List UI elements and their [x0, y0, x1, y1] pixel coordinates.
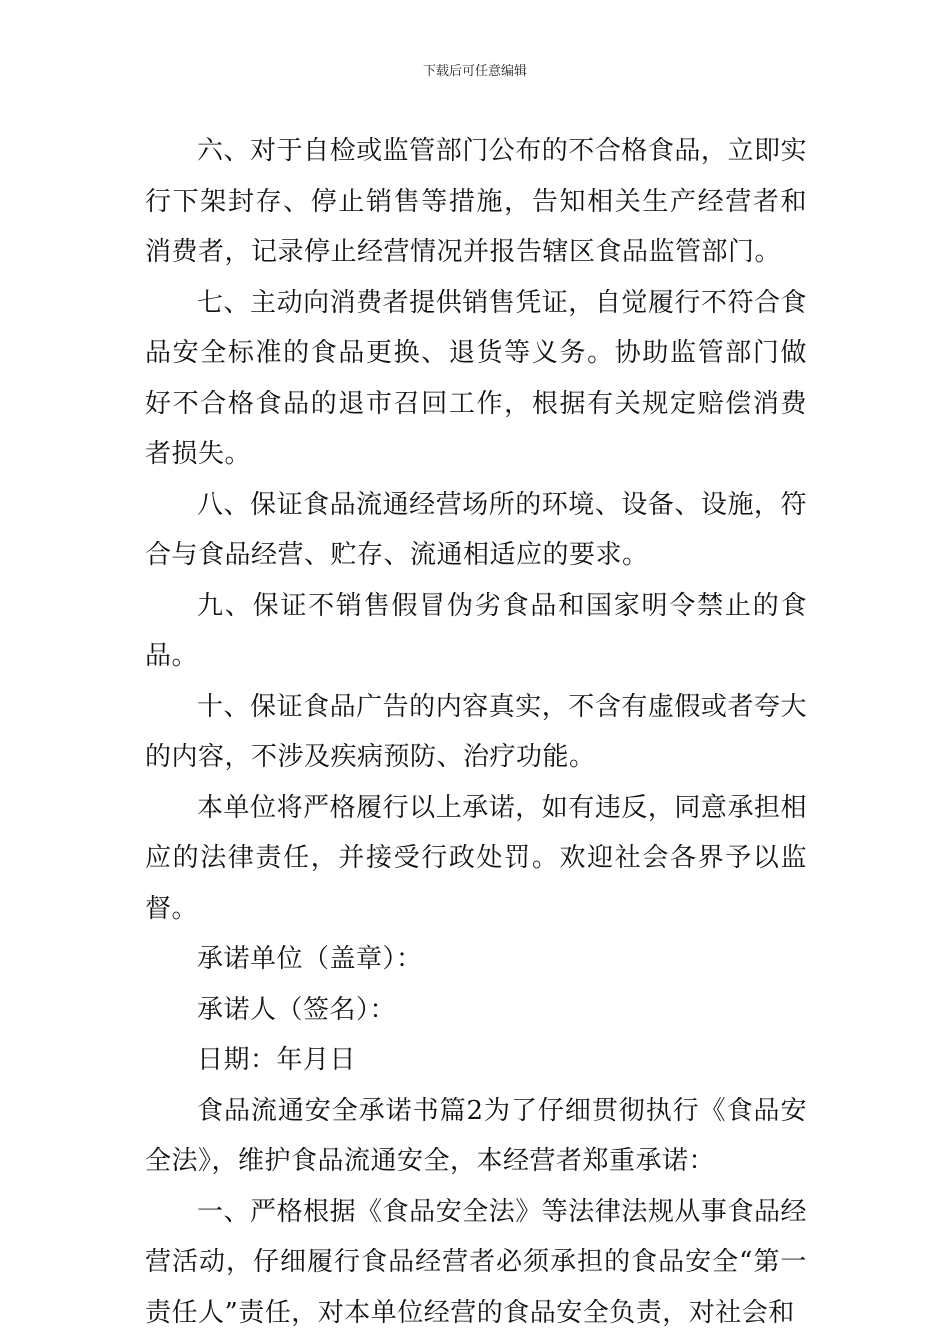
section-2-item-1: 一、严格根据《食品安全法》等法律法规从事食品经营活动，仔细履行食品经营者必须承担的食品安全“第一责任人”责任，对本单位经营的食品安全负责，对社会和	[145, 1196, 807, 1328]
paragraph-item-6: 六、对于自检或监管部门公布的不合格食品，立即实行下架封存、停止销售等措施，告知相关生产经营者和消费者，记录停止经营情况并报告辖区食品监管部门。	[145, 136, 807, 267]
commitment-statement: 本单位将严格履行以上承诺，如有违反，同意承担相应的法律责任，并接受行政处罚。欢迎社会各界予以监督。	[145, 792, 807, 924]
page-header-note: 下载后可任意编辑	[422, 64, 527, 79]
signature-person-line: 承诺人（签名）：	[197, 994, 397, 1025]
paragraph-item-9: 九、保证不销售假冒伪劣食品和国家明令禁止的食品。	[145, 590, 807, 671]
signature-unit-line: 承诺单位（盖章）：	[197, 944, 423, 974]
section-2-intro: 食品流通安全承诺书篇2为了仔细贯彻执行《食品安全法》，维护食品流通安全，本经营者郑重承诺：	[145, 1095, 807, 1176]
document-body	[145, 126, 807, 1338]
paragraph-item-7: 七、主动向消费者提供销售凭证，自觉履行不符合食品安全标准的食品更换、退货等义务。协助监管部门做好不合格食品的退市召回工作，根据有关规定赔偿消费者损失。	[145, 287, 807, 469]
paragraph-item-10: 十、保证食品广告的内容真实，不含有虚假或者夸大的内容，不涉及疾病预防、治疗功能。	[145, 691, 807, 772]
date-line: 日期：年月日	[197, 1045, 357, 1075]
paragraph-item-8: 八、保证食品流通经营场所的环境、设备、设施，符合与食品经营、贮存、流通相适应的要求。	[145, 489, 807, 570]
